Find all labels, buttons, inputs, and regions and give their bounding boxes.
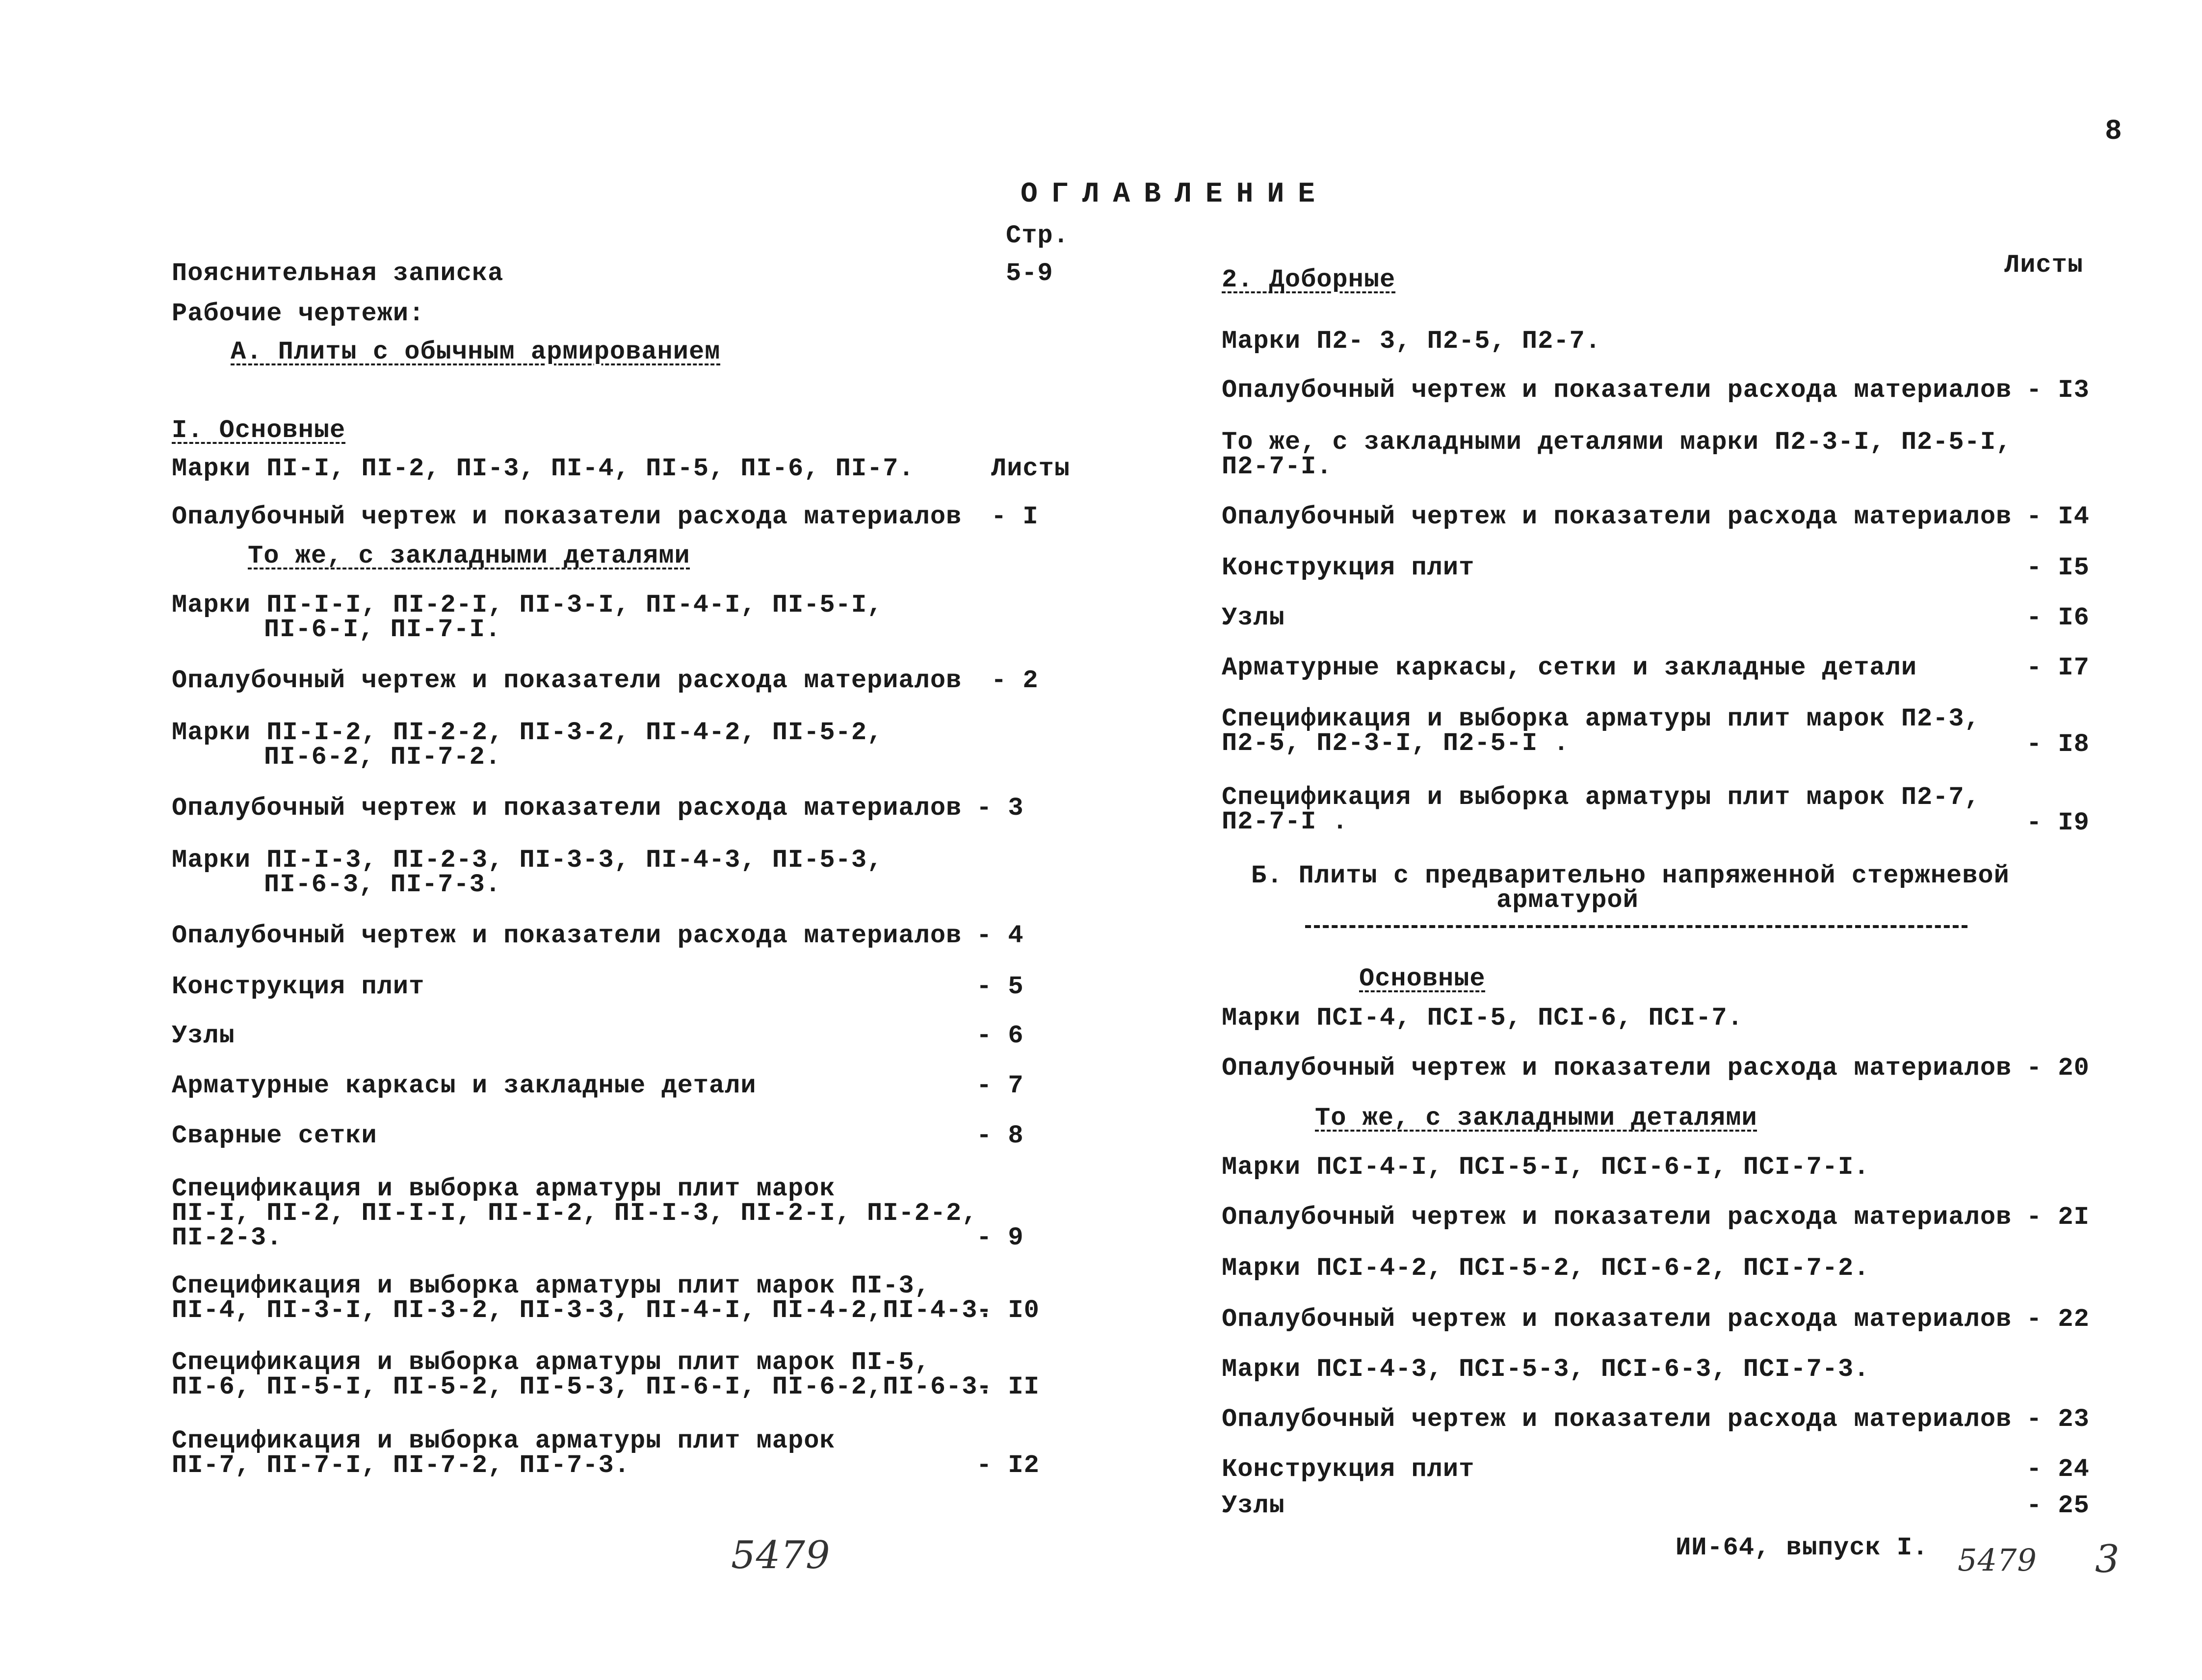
- meshes-entry-sheet: - 8: [976, 1121, 1024, 1150]
- nodes-entry-label: Узлы: [1222, 603, 1285, 632]
- marks-line: Марки ПСI-4-3, ПСI-5-3, ПСI-6-3, ПСI-7-3.: [1222, 1355, 1870, 1384]
- marks-line: Марки ПI-I-2, ПI-2-2, ПI-3-2, ПI-4-2, ПI-5-2,: [172, 718, 883, 747]
- construction-entry-label: Конструкция плит: [1222, 553, 1475, 582]
- explanatory-note-page: 5-9: [1006, 259, 1053, 288]
- formwork-entry-sheet: - 22: [2026, 1305, 2090, 1334]
- col-header-page: Стр.: [1006, 221, 1069, 250]
- dashed-underline: [1305, 925, 1967, 928]
- handwritten-number: 5479: [1958, 1542, 2037, 1578]
- formwork-entry-sheet: - I: [991, 502, 1039, 531]
- page-number: 8: [2105, 116, 2123, 148]
- construction-entry-sheet: - 24: [2026, 1455, 2090, 1484]
- nodes-entry-sheet: - 6: [976, 1021, 1024, 1050]
- formwork-entry-sheet: - I3: [2026, 376, 2090, 405]
- spec-entry-sheet: - I0: [976, 1296, 1040, 1325]
- formwork-entry-sheet: - 20: [2026, 1054, 2090, 1083]
- spec-entry-line: Спецификация и выборка арматуры плит марок: [172, 1426, 836, 1455]
- marks-line: Марки ПI-I-I, ПI-2-I, ПI-3-I, ПI-4-I, ПI-5-I,: [172, 591, 883, 620]
- formwork-entry-label: Опалубочный чертеж и показатели расхода материалов: [1222, 1405, 2012, 1434]
- spec-entry-line: Спецификация и выборка арматуры плит марок П2-3,: [1222, 704, 1980, 733]
- formwork-entry-sheet: - 4: [976, 921, 1024, 950]
- frames-entry-sheet: - 7: [976, 1071, 1024, 1100]
- spec-entry-line: ПI-4, ПI-3-I, ПI-3-2, ПI-3-3, ПI-4-I, ПI-4-2,ПI-4-3.: [172, 1296, 994, 1325]
- construction-entry-sheet: - I5: [2026, 553, 2090, 582]
- spec-entry-line: Спецификация и выборка арматуры плит марок ПI-5,: [172, 1348, 930, 1377]
- frames-entry-sheet: - I7: [2026, 653, 2090, 682]
- construction-entry-sheet: - 5: [976, 972, 1024, 1001]
- spec-entry-line: ПI-I, ПI-2, ПI-I-I, ПI-I-2, ПI-I-3, ПI-2-I, ПI-2-2,: [172, 1199, 978, 1228]
- marks-line: ПI-6-3, ПI-7-3.: [264, 870, 501, 899]
- nodes-entry-sheet: - 25: [2026, 1491, 2090, 1520]
- spec-entry-line: Спецификация и выборка арматуры плит марок: [172, 1174, 836, 1203]
- basic-heading: Основные: [1359, 964, 1486, 993]
- handwritten-number: 5479: [731, 1533, 831, 1577]
- spec-entry-line: Спецификация и выборка арматуры плит марок П2-7,: [1222, 783, 1980, 812]
- series-label: ИИ-64, выпуск I.: [1676, 1533, 1929, 1562]
- frames-entry-label: Арматурные каркасы и закладные детали: [172, 1071, 757, 1100]
- formwork-entry-label: Опалубочный чертеж и показатели расхода материалов: [172, 794, 962, 823]
- same-embedded-line: То же, с закладными деталями марки П2-3-I, П2-5-I,: [1222, 428, 2012, 457]
- marks-line: Марки ПI-I-3, ПI-2-3, ПI-3-3, ПI-4-3, ПI-5-3,: [172, 846, 883, 875]
- formwork-entry-label: Опалубочный чертеж и показатели расхода материалов: [172, 666, 962, 695]
- formwork-entry-label: Опалубочный чертеж и показатели расхода материалов: [172, 921, 962, 950]
- formwork-entry-label: Опалубочный чертеж и показатели расхода материалов: [1222, 376, 2012, 405]
- spec-entry-sheet: - 9: [976, 1223, 1024, 1252]
- marks-line: Марки ПСI-4-I, ПСI-5-I, ПСI-6-I, ПСI-7-I.: [1222, 1153, 1870, 1182]
- marks-line: Марки ПСI-4-2, ПСI-5-2, ПСI-6-2, ПСI-7-2.: [1222, 1254, 1870, 1283]
- nodes-entry-label: Узлы: [172, 1021, 235, 1050]
- marks-line: ПI-6-I, ПI-7-I.: [264, 615, 501, 644]
- marks-line: ПI-6-2, ПI-7-2.: [264, 743, 501, 772]
- spec-entry-line: ПI-6, ПI-5-I, ПI-5-2, ПI-5-3, ПI-6-I, ПI-6-2,ПI-6-3.: [172, 1372, 994, 1401]
- formwork-entry-sheet: - 2: [991, 666, 1039, 695]
- col-header-sheets: Листы: [2004, 251, 2084, 280]
- nodes-entry-label: Узлы: [1222, 1491, 1285, 1520]
- formwork-entry-label: Опалубочный чертеж и показатели расхода материалов: [1222, 1305, 2012, 1334]
- working-drawings-heading: Рабочие чертежи:: [172, 299, 425, 328]
- marks-line: Марки ПСI-4, ПСI-5, ПСI-6, ПСI-7.: [1222, 1004, 1743, 1033]
- spec-entry-line: ПI-2-3.: [172, 1223, 283, 1252]
- nodes-entry-sheet: - I6: [2026, 603, 2090, 632]
- same-embedded-heading: То же, с закладными деталями: [1315, 1104, 1757, 1133]
- construction-entry-label: Конструкция плит: [1222, 1455, 1475, 1484]
- same-embedded-line: П2-7-I.: [1222, 452, 1333, 481]
- formwork-entry-label: Опалубочный чертеж и показатели расхода материалов: [172, 502, 962, 531]
- formwork-entry-sheet: - I4: [2026, 502, 2090, 531]
- marks-line: Марки ПI-I, ПI-2, ПI-3, ПI-4, ПI-5, ПI-6, ПI-7.: [172, 454, 915, 483]
- explanatory-note-label: Пояснительная записка: [172, 259, 504, 288]
- col-header-sheets: Листы: [991, 454, 1071, 483]
- same-embedded-heading: То же, с закладными деталями: [248, 542, 690, 570]
- section-b-heading: арматурой: [1496, 886, 1639, 915]
- subsection-basic-heading: I. Основные: [172, 416, 346, 445]
- section-a-heading: А. Плиты с обычным армированием: [231, 337, 721, 366]
- subsection-additional-heading: 2. Доборные: [1222, 265, 1396, 294]
- spec-entry-line: П2-5, П2-3-I, П2-5-I .: [1222, 729, 1570, 758]
- formwork-entry-sheet: - 23: [2026, 1405, 2090, 1434]
- formwork-entry-label: Опалубочный чертеж и показатели расхода материалов: [1222, 1203, 2012, 1232]
- formwork-entry-sheet: - 2I: [2026, 1203, 2090, 1232]
- frames-entry-label: Арматурные каркасы, сетки и закладные детали: [1222, 653, 1917, 682]
- formwork-entry-label: Опалубочный чертеж и показатели расхода материалов: [1222, 502, 2012, 531]
- spec-entry-line: Спецификация и выборка арматуры плит марок ПI-3,: [172, 1271, 930, 1300]
- handwritten-sheet-number: 3: [2095, 1537, 2120, 1581]
- spec-entry-sheet: - I2: [976, 1451, 1040, 1480]
- spec-entry-sheet: - II: [976, 1372, 1040, 1401]
- page-title: ОГЛАВЛЕНИЕ: [1021, 179, 1329, 210]
- formwork-entry-label: Опалубочный чертеж и показатели расхода материалов: [1222, 1054, 2012, 1083]
- spec-entry-line: П2-7-I .: [1222, 807, 1348, 836]
- marks-line: Марки П2- 3, П2-5, П2-7.: [1222, 327, 1601, 356]
- construction-entry-label: Конструкция плит: [172, 972, 425, 1001]
- section-b-heading: Б. Плиты с предварительно напряженной стержневой: [1251, 861, 2010, 890]
- formwork-entry-sheet: - 3: [976, 794, 1024, 823]
- meshes-entry-label: Сварные сетки: [172, 1121, 377, 1150]
- spec-entry-line: ПI-7, ПI-7-I, ПI-7-2, ПI-7-3.: [172, 1451, 630, 1480]
- spec-entry-sheet: - I9: [2026, 808, 2090, 837]
- spec-entry-sheet: - I8: [2026, 730, 2090, 759]
